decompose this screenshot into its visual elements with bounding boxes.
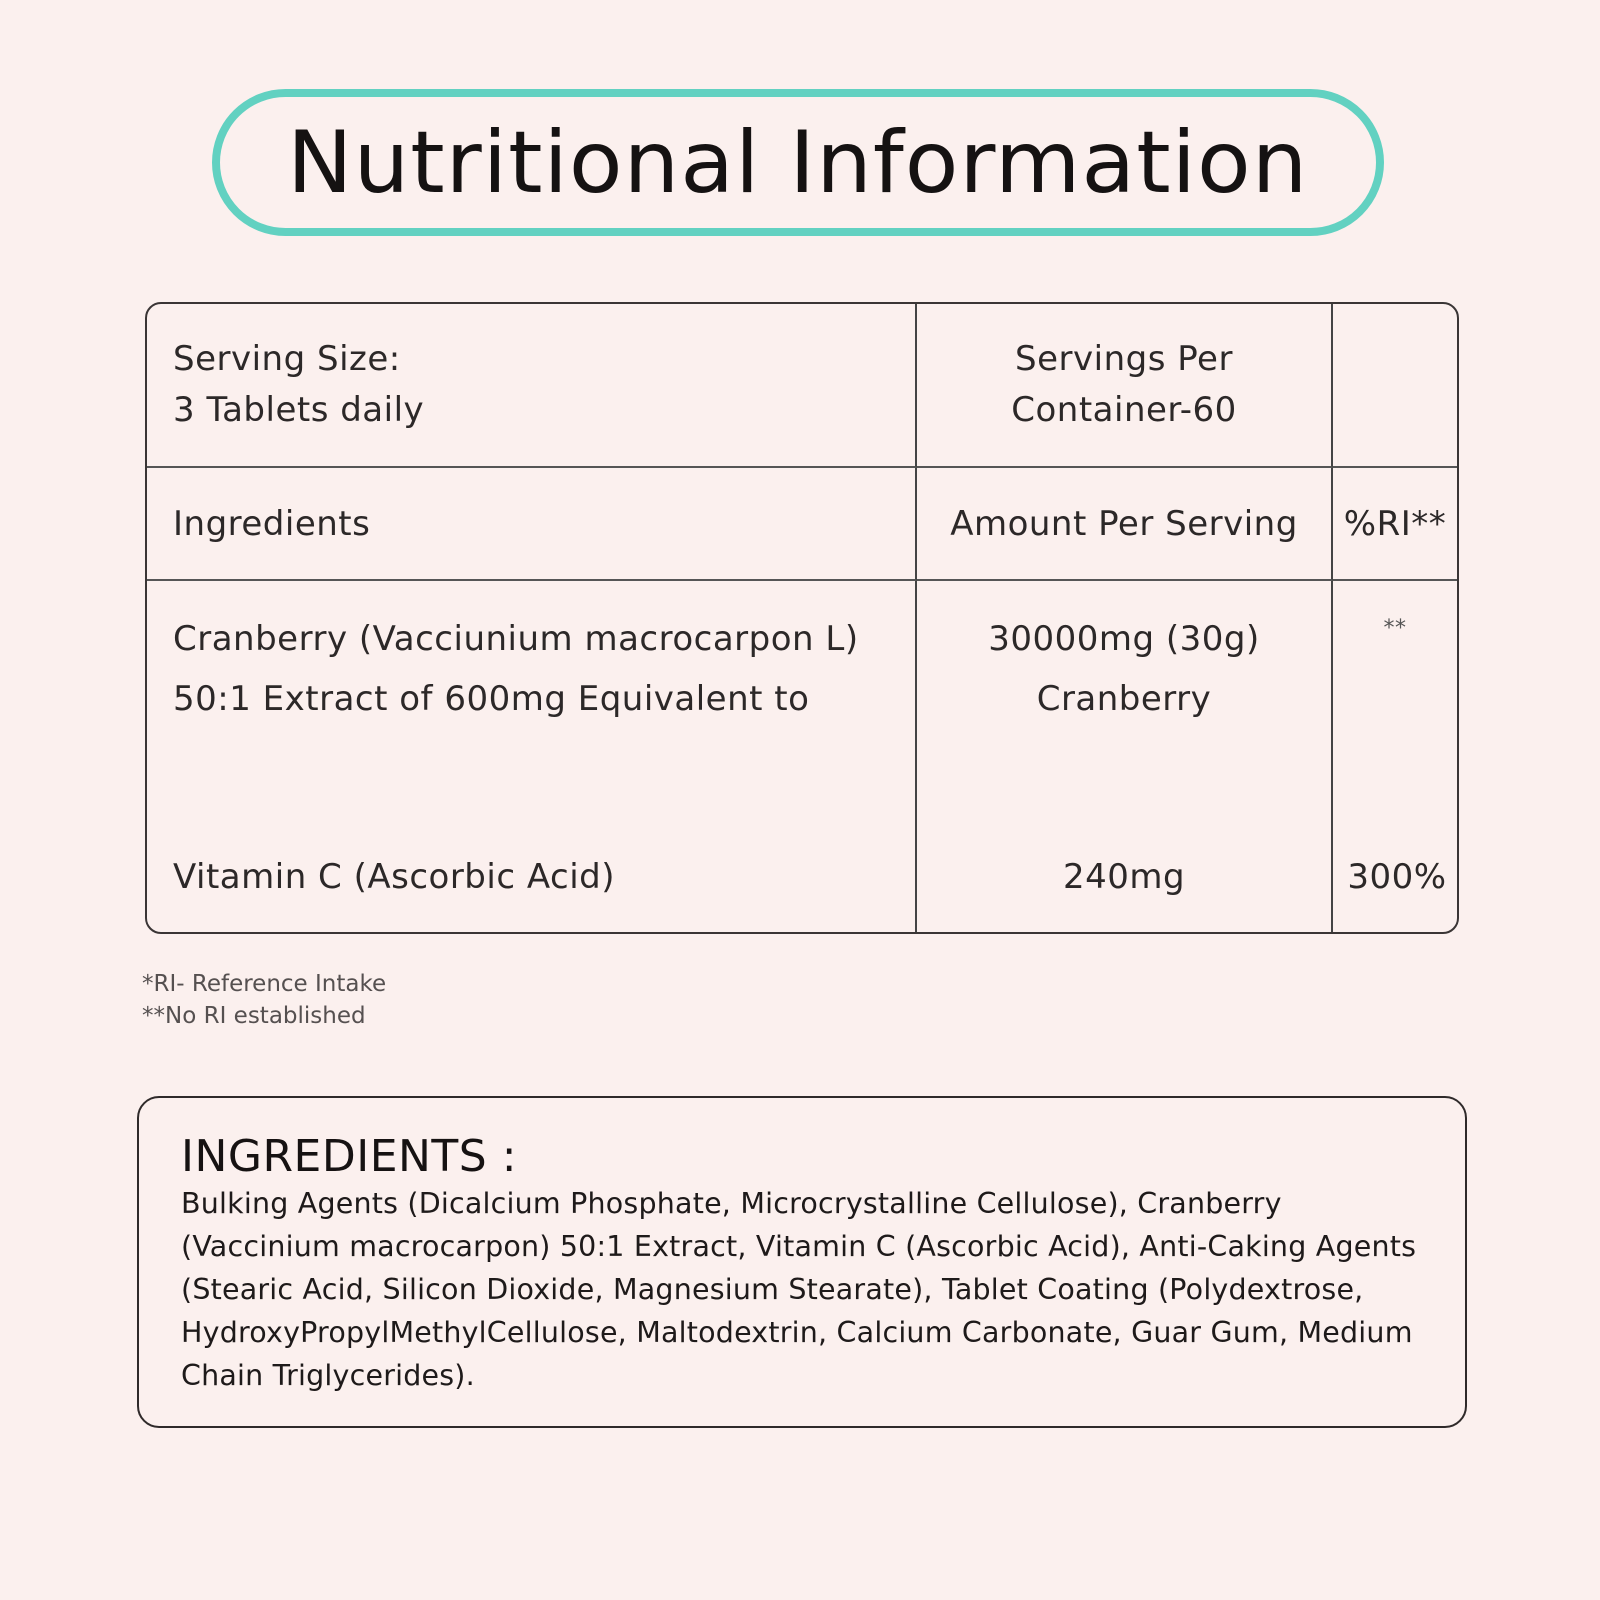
footnote-no-ri: **No RI established (142, 1003, 366, 1029)
column-header-ri: %RI** (1333, 468, 1457, 581)
ingredients-column (147, 581, 917, 932)
column-header-ingredients: Ingredients (147, 468, 917, 581)
table-row-ri: ** (1383, 616, 1407, 641)
title-banner (212, 89, 1384, 236)
ingredients-list: Bulking Agents (Dicalcium Phosphate, Microcrystalline Cellulose), Cranberry (Vaccinium macrocarpon) 50:1 Extract, Vitamin C (Ascorbic Acid), Anti-Caking Agents (Stearic Acid, Silicon Dioxide, Magnesium Stearate), Tablet Coating (Polydextrose, HydroxyPropylMethylCellulose, Maltodextrin, Calcium Carbonate, Guar Gum, Medium Chain Triglycerides). (181, 1187, 1417, 1392)
servings-per-container-line1: Servings Per (1015, 339, 1233, 379)
table-row-ingredient: Vitamin C (Ascorbic Acid) (173, 857, 615, 897)
column-header-amount: Amount Per Serving (917, 468, 1333, 581)
ri-column (1333, 581, 1457, 932)
page-title: Nutritional Information (287, 112, 1309, 213)
amount-column (917, 581, 1333, 932)
ingredients-panel (137, 1096, 1467, 1428)
footnotes (142, 968, 386, 1032)
table-row-amount (917, 609, 1331, 729)
empty-header-cell (1333, 304, 1457, 468)
table-row-amount: 240mg (1062, 857, 1186, 897)
amount-unit-note: Cranberry (1036, 679, 1212, 719)
ingredients-heading: INGREDIENTS : (181, 1131, 518, 1182)
nutrition-facts-table (145, 302, 1459, 934)
amount-value: 30000mg (30g) (988, 619, 1260, 659)
serving-size-cell (147, 304, 917, 468)
servings-per-container-line2: Container-60 (1011, 390, 1237, 430)
table-row-ri: 300% (1347, 857, 1447, 897)
footnote-ri: *RI- Reference Intake (142, 971, 387, 997)
servings-per-container-cell (917, 304, 1333, 468)
serving-size-value: 3 Tablets daily (173, 390, 425, 430)
serving-size-label: Serving Size: (173, 339, 401, 379)
table-row-ingredient: Cranberry (Vacciunium macrocarpon L) 50:1 Extract of 600mg Equivalent to (173, 619, 859, 719)
